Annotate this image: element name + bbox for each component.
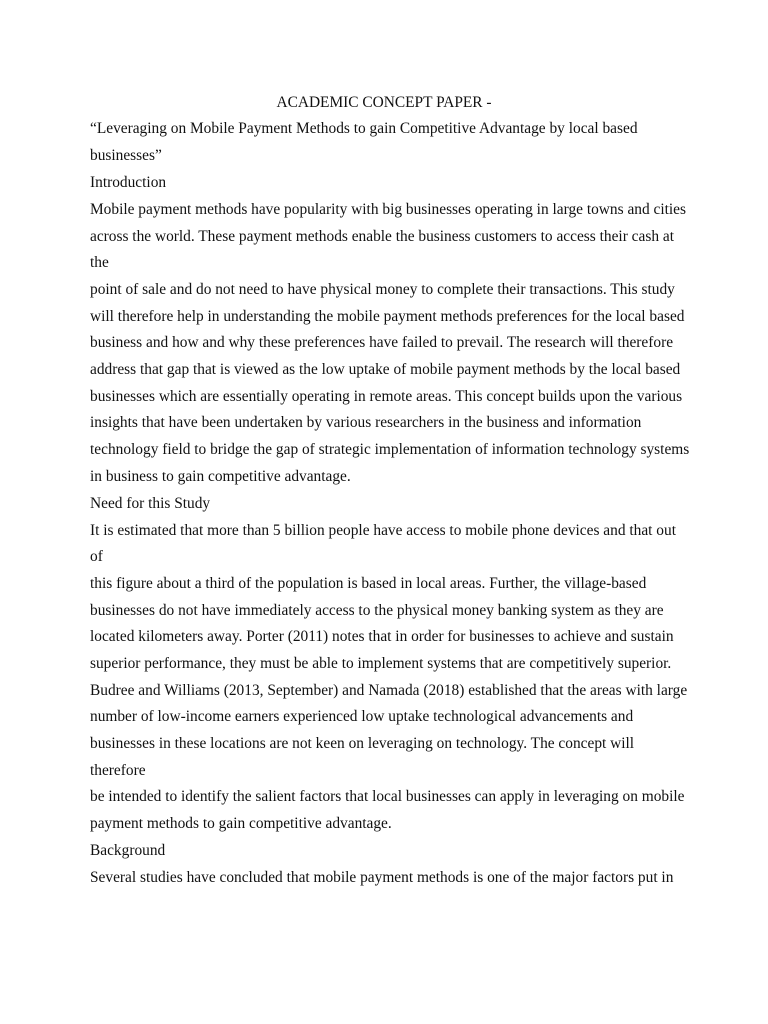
paragraph-line: will therefore help in understanding the mobile payment methods preferences for the local based: [90, 308, 685, 325]
paragraph-line: in business to gain competitive advantage.: [90, 468, 351, 485]
paragraph-line: businesses which are essentially operating in remote areas. This concept builds upon the various: [90, 388, 683, 405]
paragraph-line: located kilometers away. Porter (2011) notes that in order for businesses to achieve and sustain: [90, 628, 674, 645]
paragraph-line: the: [90, 254, 109, 271]
paragraph-line: businesses in these locations are not keen on leveraging on technology. The concept will: [90, 735, 635, 752]
paragraph-line: of: [90, 548, 103, 565]
paragraph-line: across the world. These payment methods enable the business customers to access their cash at: [90, 228, 674, 245]
subtitle-line: businesses”: [90, 147, 162, 164]
section-heading-introduction: Introduction: [90, 174, 167, 191]
paragraph-line: Budree and Williams (2013, September) and Namada (2018) established that the areas with large: [90, 682, 688, 699]
paragraph-line: superior performance, they must be able to implement systems that are competitively superior.: [90, 655, 672, 672]
paragraph-line: therefore: [90, 762, 146, 779]
paragraph-line: Several studies have concluded that mobile payment methods is one of the major factors put in: [90, 869, 674, 886]
paragraph-line: this figure about a third of the population is based in local areas. Further, the village-based: [90, 575, 647, 592]
paragraph-line: address that gap that is viewed as the low uptake of mobile payment methods by the local based: [90, 361, 681, 378]
paragraph-line: point of sale and do not need to have physical money to complete their transactions. This study: [90, 281, 675, 298]
paragraph-line: number of low-income earners experienced low uptake technological advancements and: [90, 708, 634, 725]
paragraph-line: businesses do not have immediately access to the physical money banking system as they are: [90, 602, 664, 619]
paragraph-line: business and how and why these preferences have failed to prevail. The research will therefore: [90, 334, 674, 351]
paragraph-line: insights that have been undertaken by various researchers in the business and information: [90, 414, 642, 431]
paragraph-line: It is estimated that more than 5 billion people have access to mobile phone devices and that out: [90, 522, 676, 539]
subtitle-line: “Leveraging on Mobile Payment Methods to gain Competitive Advantage by local based: [90, 120, 638, 137]
section-heading-background: Background: [90, 842, 166, 859]
paragraph-line: technology field to bridge the gap of strategic implementation of information technology systems: [90, 441, 690, 458]
section-heading-need: Need for this Study: [90, 495, 211, 512]
document-title: ACADEMIC CONCEPT PAPER -: [276, 94, 492, 111]
paragraph-line: payment methods to gain competitive advantage.: [90, 815, 392, 832]
paragraph-line: be intended to identify the salient factors that local businesses can apply in leveraging on mobile: [90, 788, 685, 805]
paragraph-line: Mobile payment methods have popularity with big businesses operating in large towns and cities: [90, 201, 686, 218]
